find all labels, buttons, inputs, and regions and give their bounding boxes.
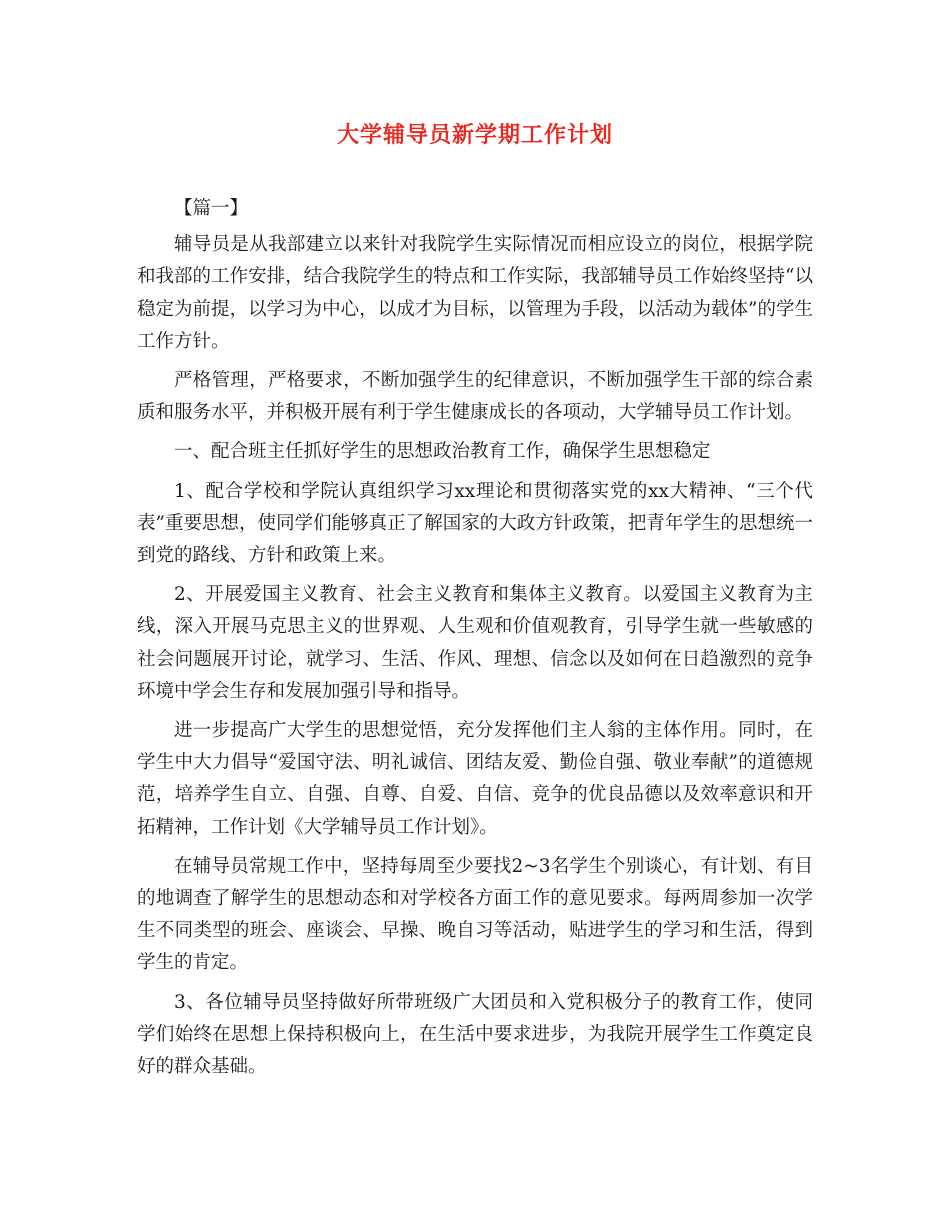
section-heading: 【篇一】 <box>174 198 249 219</box>
paragraph: 在辅导员常规工作中，坚持每周至少要找2~3名学生个别谈心，有计划、有目的地调查了解学生的思想动态和对学校各方面工作的意见要求。每两周参加一次学生不同类型的班会、座谈会、早操、晚自习等活动，贴进学生的学习和生活，得到学生的肯定。 <box>137 855 813 974</box>
paragraph: 2、开展爱国主义教育、社会主义教育和集体主义教育。以爱国主义教育为主线，深入开展马克思主义的世界观、人生观和价值观教育，引导学生就一些敏感的社会问题展开讨论，就学习、生活、作风、理想、信念以及如何在日趋激烈的竞争环境中学会生存和发展加强引导和指导。 <box>137 584 813 702</box>
paragraph: 1、配合学校和学院认真组织学习xx理论和贯彻落实党的xx大精神、“三个代表”重要思想，使同学们能够真正了解国家的大政方针政策，把青年学生的思想统一到党的路线、方针和政策上来。 <box>137 480 813 567</box>
paragraph: 辅导员是从我部建立以来针对我院学生实际情况而相应设立的岗位，根据学院和我部的工作安排，结合我院学生的特点和工作实际，我部辅导员工作始终坚持“以稳定为前提，以学习为中心，以成才为目标，以管理为手段，以活动为载体”的学生工作方针。 <box>137 234 813 352</box>
paragraph: 3、各位辅导员坚持做好所带班级广大团员和入党积极分子的教育工作，使同学们始终在思想上保持积极向上，在生活中要求进步，为我院开展学生工作奠定良好的群众基础。 <box>137 991 813 1078</box>
document-title: 大学辅导员新学期工作计划 <box>336 123 613 148</box>
paragraph: 严格管理，严格要求，不断加强学生的纪律意识，不断加强学生干部的综合素质和服务水平，并积极开展有利于学生健康成长的各项动，大学辅导员工作计划。 <box>137 370 813 424</box>
subheading: 一、配合班主任抓好学生的思想政治教育工作，确保学生思想稳定 <box>174 441 711 463</box>
paragraph: 进一步提高广大学生的思想觉悟，充分发挥他们主人翁的主体作用。同时，在学生中大力倡导“爱国守法、明礼诚信、团结友爱、勤俭自强、敬业奉献”的道德规范，培养学生自立、自强、自尊、自爱、自信、竞争的优良品德以及效率意识和开拓精神，工作计划《大学辅导员工作计划》。 <box>137 720 813 838</box>
document-body <box>137 193 813 1090</box>
